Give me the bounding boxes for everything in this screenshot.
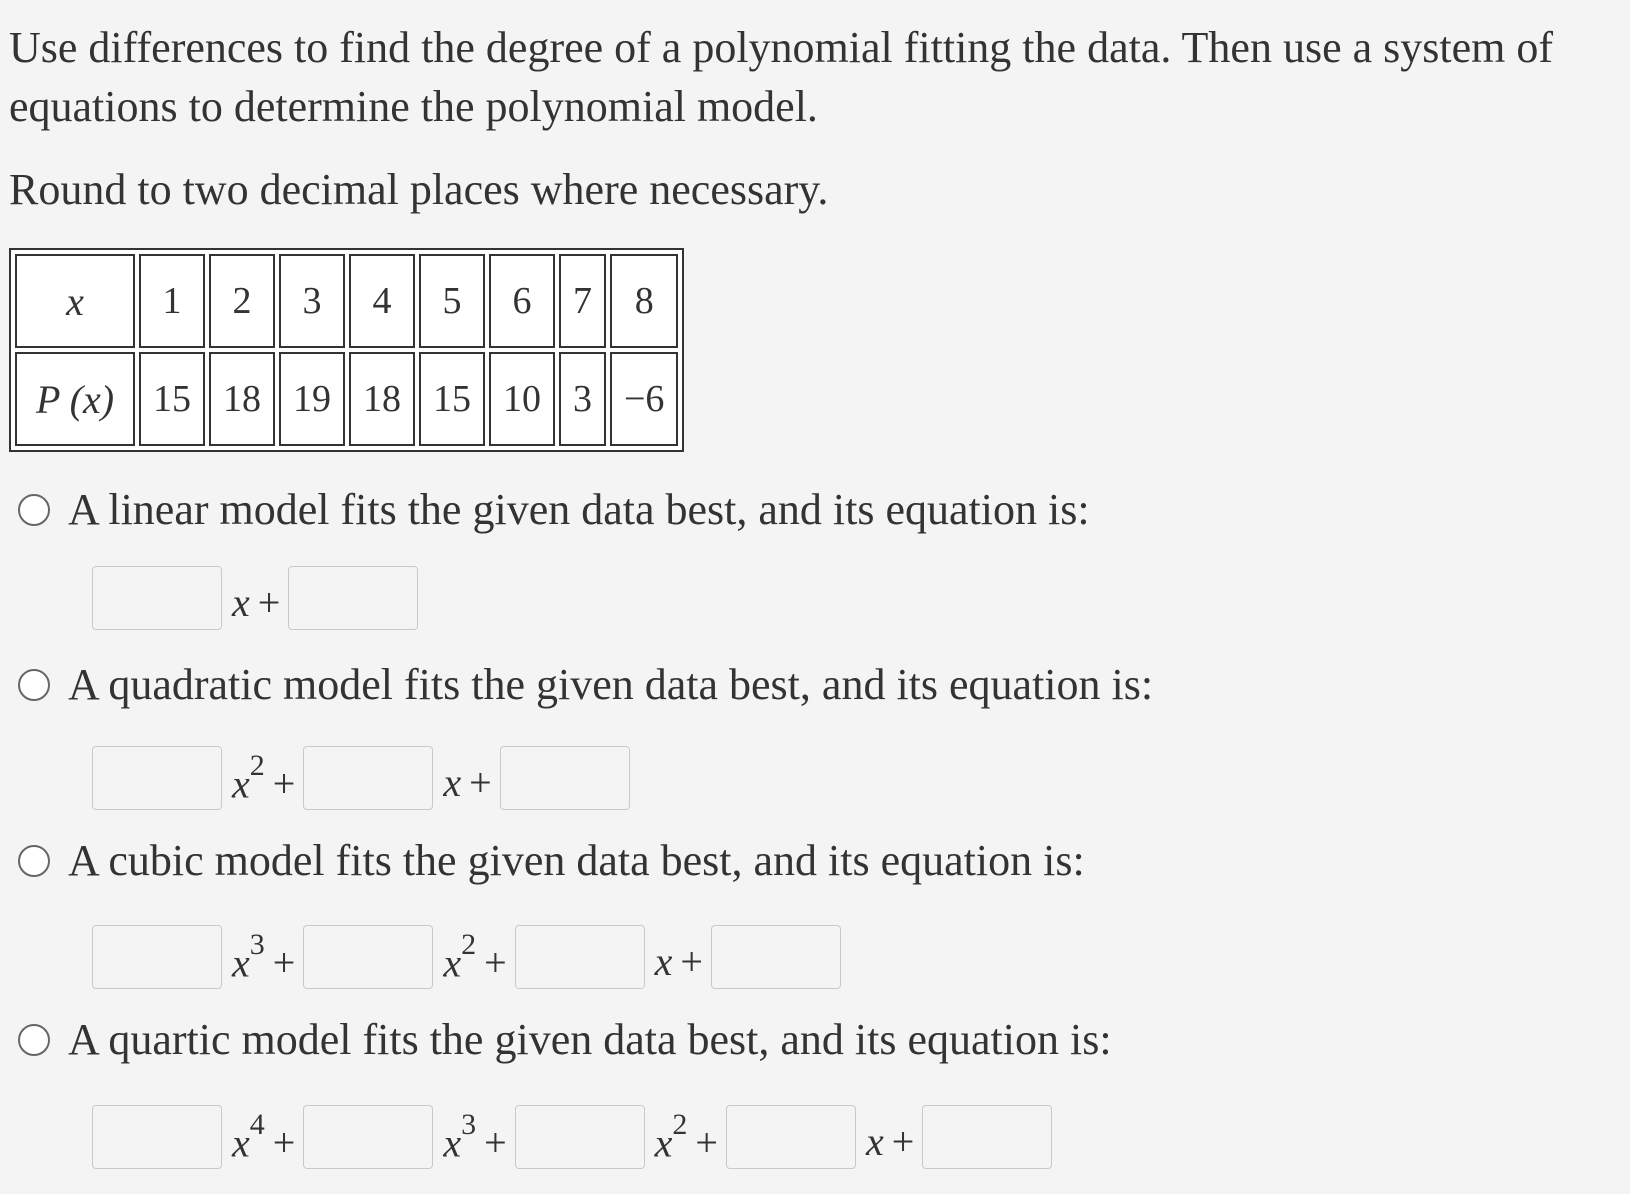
- radio-linear[interactable]: [18, 494, 50, 526]
- p-value: 15: [419, 352, 485, 446]
- term-x: x +: [654, 938, 703, 984]
- p-value: 19: [279, 352, 345, 446]
- x-value: 4: [349, 254, 415, 348]
- term-x2: $x^2$ +: [232, 748, 296, 807]
- term-x3: $x^3$ +: [232, 927, 296, 986]
- p-value: 18: [209, 352, 275, 446]
- term-x3: $x^3$ +: [443, 1107, 507, 1166]
- p-value: 18: [349, 352, 415, 446]
- option-quartic-label: A quartic model fits the given data best, and its equation is:: [68, 1015, 1112, 1064]
- term-x2: $x^2$ +: [443, 927, 507, 986]
- cubic-coef-x3-input[interactable]: [92, 925, 222, 989]
- question-prompt: Use differences to find the degree of a polynomial fitting the data. Then use a system of equations to determine the polynomial model.: [9, 23, 1554, 131]
- radio-quadratic[interactable]: [18, 669, 50, 701]
- x-value: 3: [279, 254, 345, 348]
- quartic-coef-x4-input[interactable]: [92, 1105, 222, 1169]
- x-value: 1: [139, 254, 205, 348]
- quartic-coef-x-input[interactable]: [726, 1105, 856, 1169]
- linear-coef-x-input[interactable]: [92, 566, 222, 630]
- quadratic-equation: [92, 745, 630, 811]
- quartic-constant-input[interactable]: [922, 1105, 1052, 1169]
- option-quadratic[interactable]: [18, 657, 1153, 713]
- x-value: 6: [489, 254, 555, 348]
- quadratic-constant-input[interactable]: [500, 746, 630, 810]
- option-cubic-label: A cubic model fits the given data best, and its equation is:: [68, 836, 1085, 885]
- x-value: 2: [209, 254, 275, 348]
- x-header: x: [15, 254, 135, 348]
- radio-cubic[interactable]: [18, 845, 50, 877]
- table-row-x: [15, 254, 678, 348]
- term-x: x +: [443, 759, 492, 805]
- table-row-p: [15, 352, 678, 446]
- p-header: P (x): [15, 352, 135, 446]
- linear-constant-input[interactable]: [288, 566, 418, 630]
- cubic-constant-input[interactable]: [711, 925, 841, 989]
- x-value: 8: [610, 254, 678, 348]
- quartic-coef-x2-input[interactable]: [515, 1105, 645, 1169]
- p-value: 10: [489, 352, 555, 446]
- option-linear[interactable]: [18, 482, 1090, 538]
- p-value: 3: [559, 352, 606, 446]
- p-value: 15: [139, 352, 205, 446]
- linear-equation: [92, 565, 418, 631]
- term-x: x +: [232, 579, 281, 625]
- option-quadratic-label: A quadratic model fits the given data best, and its equation is:: [68, 660, 1154, 709]
- term-x2: $x^2$ +: [654, 1107, 718, 1166]
- quadratic-coef-x2-input[interactable]: [92, 746, 222, 810]
- x-value: 7: [559, 254, 606, 348]
- option-quartic[interactable]: [18, 1012, 1112, 1068]
- radio-quartic[interactable]: [18, 1024, 50, 1056]
- term-x4: $x^4$ +: [232, 1107, 296, 1166]
- cubic-coef-x-input[interactable]: [515, 925, 645, 989]
- x-value: 5: [419, 254, 485, 348]
- term-x: x +: [865, 1118, 915, 1164]
- quartic-coef-x3-input[interactable]: [303, 1105, 433, 1169]
- quadratic-coef-x-input[interactable]: [303, 746, 433, 810]
- option-cubic[interactable]: [18, 833, 1085, 889]
- cubic-equation: [92, 924, 841, 990]
- cubic-coef-x2-input[interactable]: [303, 925, 433, 989]
- option-linear-label: A linear model fits the given data best, and its equation is:: [68, 485, 1090, 534]
- rounding-instruction: Round to two decimal places where necessary.: [9, 165, 829, 214]
- quartic-equation: [92, 1104, 1052, 1170]
- p-value: −6: [610, 352, 678, 446]
- data-table: [9, 248, 684, 452]
